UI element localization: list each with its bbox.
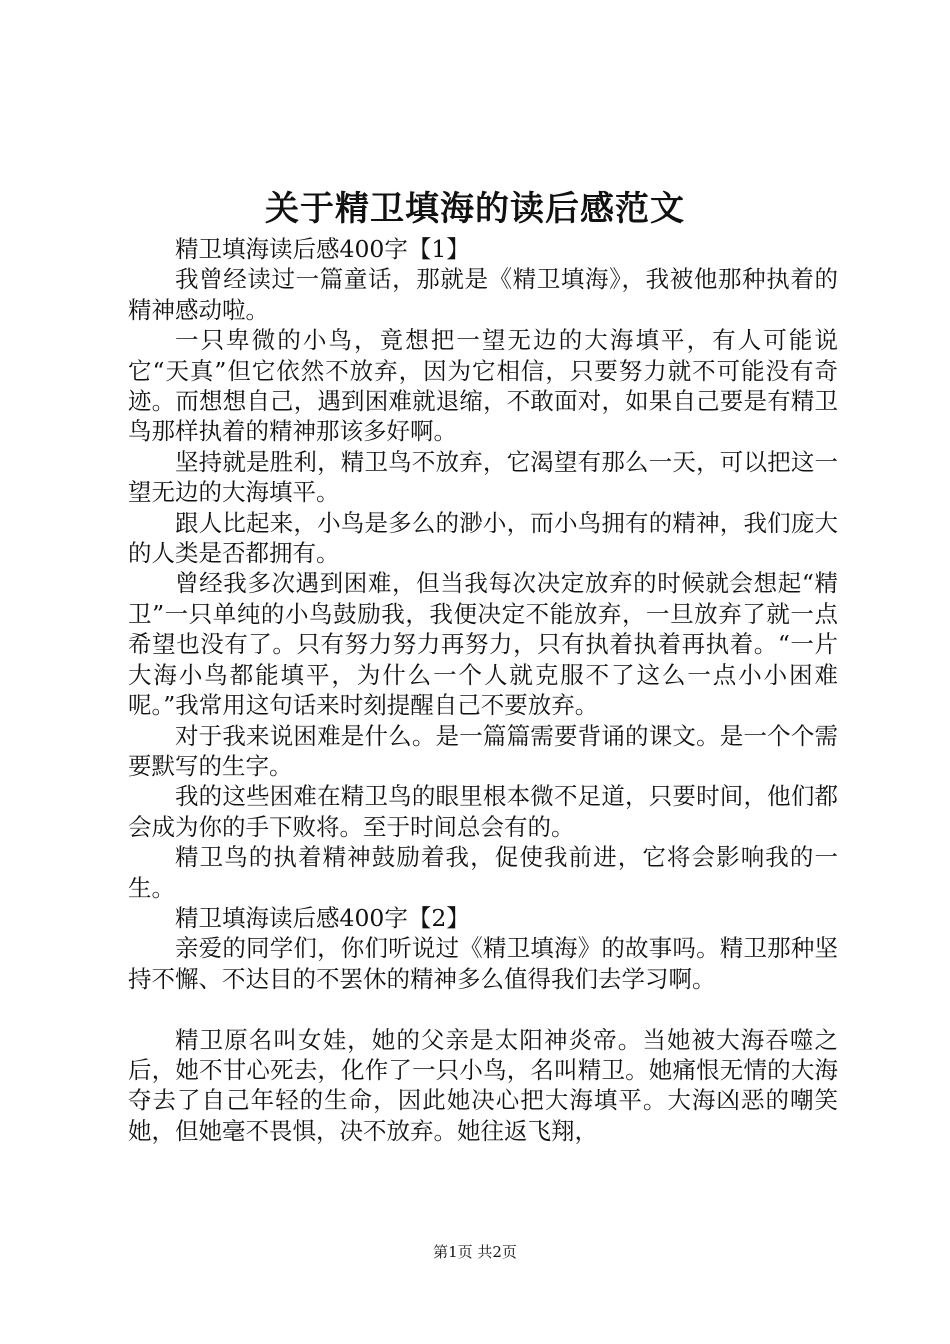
paragraph: 亲爱的同学们，你们听说过《精卫填海》的故事吗。精卫那种坚持不懈、不达目的不罢休的精神多么值得我们去学习啊。 (128, 934, 838, 993)
paragraph: 精卫原名叫女娃，她的父亲是太阳神炎帝。当她被大海吞噬之后，她不甘心死去，化作了一只小鸟，名叫精卫。她痛恨无情的大海夺去了自己年轻的生命，因此她决心把大海填平。大海凶恶的嘲笑她，但她毫不畏惧，决不放弃。她往返飞翔， (128, 1025, 838, 1145)
paragraph: 曾经我多次遇到困难，但当我每次决定放弃的时候就会想起“精卫”一只单纯的小鸟鼓励我，我便决定不能放弃，一旦放弃了就一点希望也没有了。只有努力努力再努力，只有执着执着再执着。“一片大海小鸟都能填平，为什么一个人就克服不了这么一点小小困难呢。”我常用这句话来时刻提醒自己不要放弃。 (128, 569, 838, 720)
paragraph: 我的这些困难在精卫鸟的眼里根本微不足道，只要时间，他们都会成为你的手下败将。至于时间总会有的。 (128, 782, 838, 841)
paragraph: 跟人比起来，小鸟是多么的渺小，而小鸟拥有的精神，我们庞大的人类是否都拥有。 (128, 508, 838, 568)
paragraph: 精卫鸟的执着精神鼓励着我，促使我前进，它将会影响我的一生。 (128, 843, 838, 902)
page-number-footer: 第1页 共2页 (433, 1243, 517, 1261)
paragraph: 我曾经读过一篇童话，那就是《精卫填海》，我被他那种执着的精神感动啦。 (128, 265, 838, 324)
section-heading: 精卫填海读后感400字【2】 (175, 903, 470, 932)
paragraph: 坚持就是胜利，精卫鸟不放弃，它渴望有那么一天，可以把这一望无边的大海填平。 (128, 447, 838, 507)
section-heading: 精卫填海读后感400字【1】 (175, 235, 470, 263)
paragraph: 对于我来说困难是什么。是一篇篇需要背诵的课文。是一个个需要默写的生字。 (128, 721, 838, 780)
document-body (128, 234, 838, 1146)
paragraph: 一只卑微的小鸟，竟想把一望无边的大海填平，有人可能说它“天真”但它依然不放弃，因为它相信，只要努力就不可能没有奇迹。而想想自己，遇到困难就退缩，不敢面对，如果自己要是有精卫鸟那样执着的精神那该多好啊。 (128, 326, 838, 446)
blank-line (128, 994, 838, 1024)
document-title: 关于精卫填海的读后感范文 (265, 189, 685, 229)
